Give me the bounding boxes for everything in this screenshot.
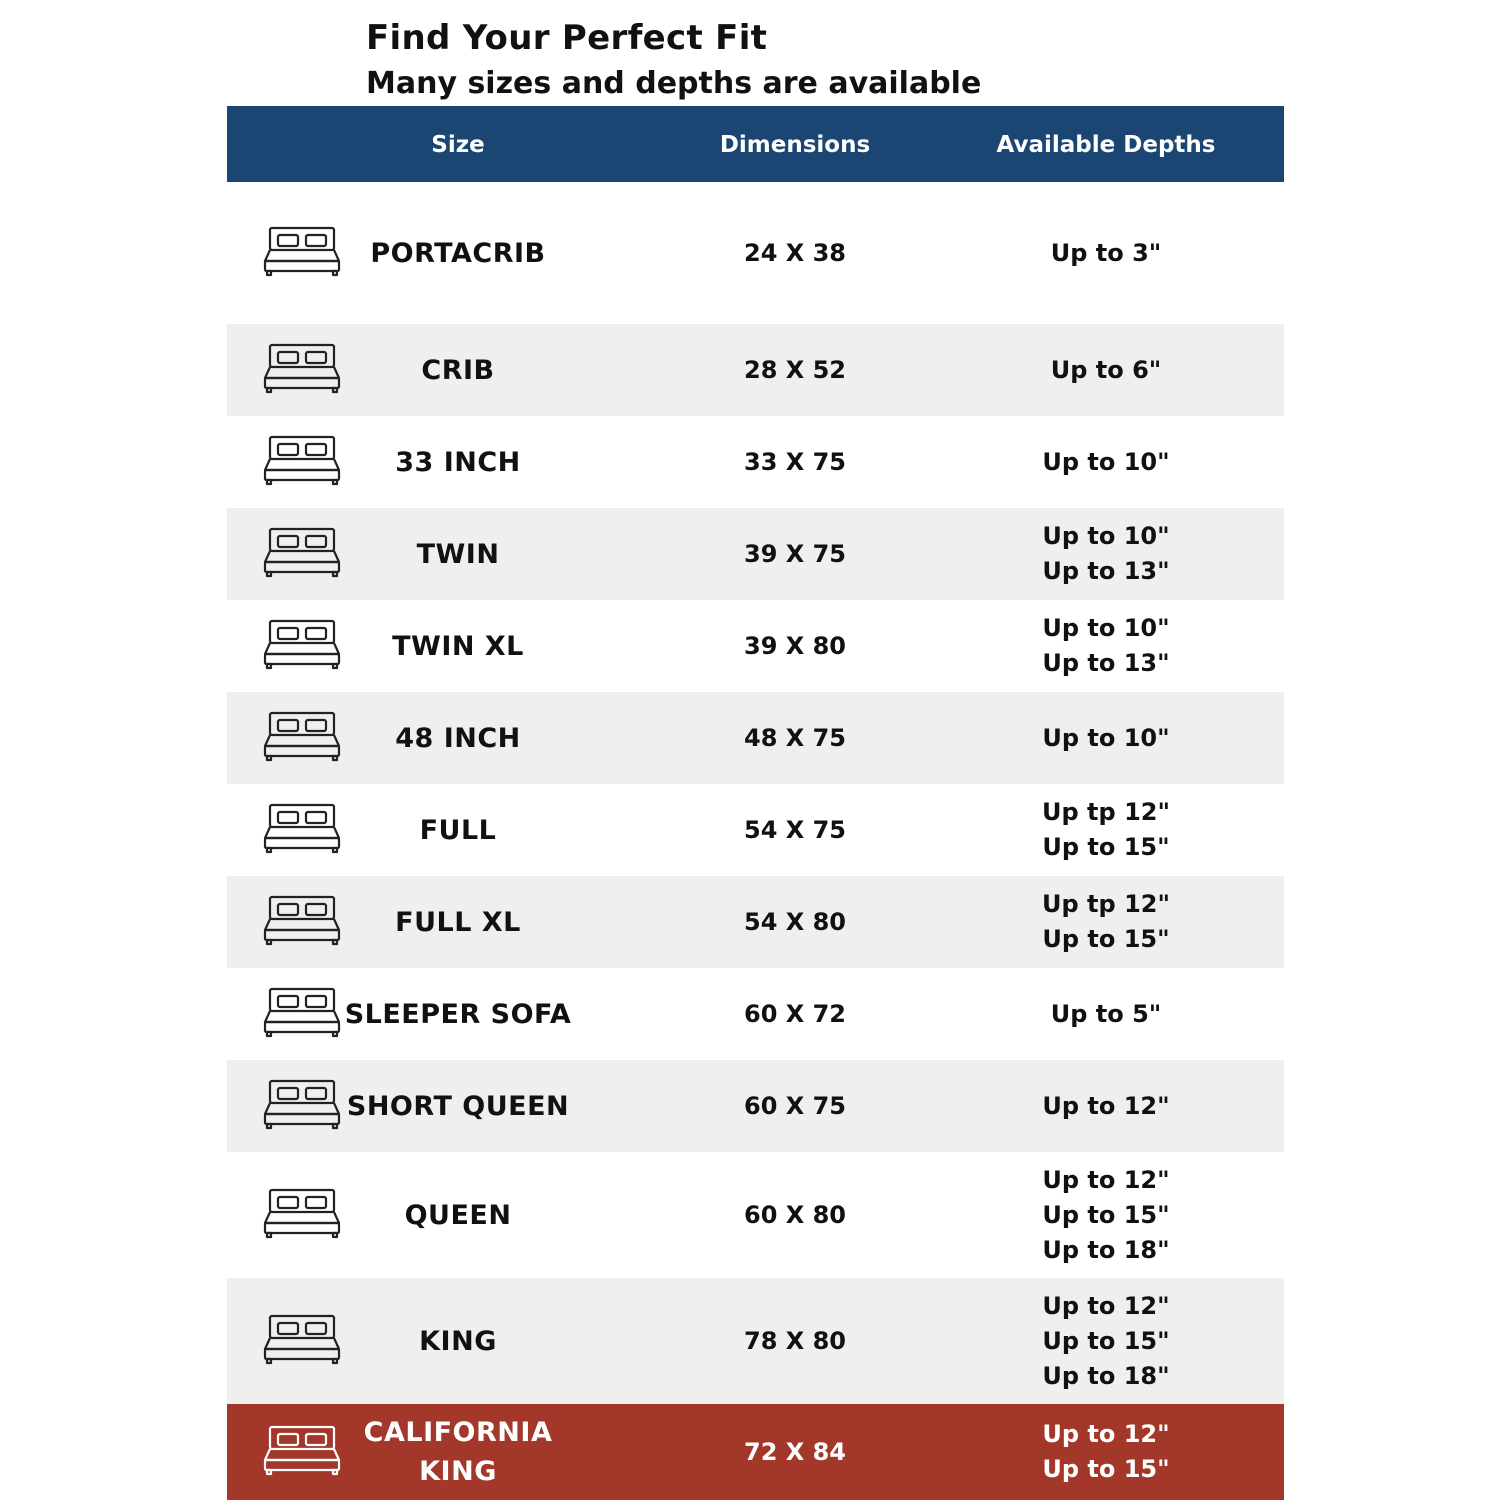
page-title: Find Your Perfect Fit [366, 18, 768, 58]
dimensions-cell: 54 X 80 [743, 908, 847, 936]
depth-value: Up tp 12" [1042, 890, 1170, 918]
table-row [227, 416, 1284, 508]
size-cell [417, 508, 500, 600]
depths-cell [1042, 508, 1169, 600]
dimensions-cell: 24 X 38 [743, 239, 847, 267]
depth-value: Up to 15" [1042, 1200, 1170, 1229]
table-row [227, 324, 1284, 416]
depth-value: Up to 10" [1042, 614, 1170, 642]
bed-icon [263, 434, 341, 486]
depth-value: Up to 3" [1050, 238, 1162, 267]
depths-cell [1042, 1278, 1169, 1404]
size-cell [395, 416, 521, 508]
dimensions-cell: 60 X 80 [743, 1201, 847, 1229]
table-row [227, 1278, 1284, 1404]
depth-value: Up to 10" [1042, 447, 1170, 476]
header-size: Size [431, 132, 485, 158]
depth-value: Up to 15" [1042, 1326, 1170, 1355]
size-label: 48 INCH [395, 722, 521, 754]
depths-cell [1051, 324, 1162, 416]
size-cell [419, 1278, 497, 1404]
size-label: 33 INCH [395, 446, 521, 478]
depths-cell [1051, 182, 1162, 324]
size-label: TWIN [416, 538, 500, 570]
depths-cell [1042, 1152, 1169, 1278]
bed-icon [263, 802, 341, 854]
depths-cell [1042, 1060, 1169, 1152]
size-label: CALIFORNIA [363, 1417, 553, 1448]
depth-value: Up to 18" [1042, 1361, 1170, 1390]
bed-icon [263, 526, 341, 578]
dimensions-cell: 54 X 75 [743, 816, 847, 844]
depths-cell [1042, 784, 1170, 876]
depth-value: Up to 15" [1042, 833, 1170, 861]
dimensions-cell: 60 X 72 [743, 1000, 847, 1028]
table-row [227, 1060, 1284, 1152]
depths-cell [1042, 1404, 1169, 1500]
depth-value: Up to 10" [1042, 522, 1170, 550]
table-row [227, 1404, 1284, 1500]
table-body [227, 182, 1284, 1500]
depths-cell [1042, 600, 1169, 692]
table-row [227, 600, 1284, 692]
depths-cell [1042, 692, 1169, 784]
table-header [227, 106, 1284, 182]
size-cell [405, 1152, 512, 1278]
size-label: KING [419, 1456, 497, 1487]
table-row [227, 692, 1284, 784]
depth-value: Up tp 12" [1042, 798, 1170, 826]
bed-icon [263, 1313, 341, 1365]
size-label: FULL [419, 814, 497, 846]
size-cell [347, 1060, 569, 1152]
page-subtitle: Many sizes and depths are available [366, 66, 982, 101]
depth-value: Up to 12" [1042, 1420, 1170, 1448]
size-label: SHORT QUEEN [346, 1090, 570, 1122]
size-cell [421, 324, 494, 416]
size-cell [395, 692, 521, 784]
depth-value: Up to 15" [1042, 1455, 1170, 1483]
table-row [227, 182, 1284, 324]
table-row [227, 784, 1284, 876]
table-row [227, 1152, 1284, 1278]
bed-icon [263, 894, 341, 946]
dimensions-cell: 28 X 52 [743, 356, 847, 384]
bed-icon [263, 1078, 341, 1130]
depth-value: Up to 15" [1042, 925, 1170, 953]
bed-icon [263, 710, 341, 762]
size-label: SLEEPER SOFA [344, 998, 572, 1030]
size-cell [395, 876, 521, 968]
dimensions-cell: 48 X 75 [743, 724, 847, 752]
size-label: CRIB [421, 354, 495, 386]
size-cell [345, 968, 572, 1060]
bed-icon [263, 342, 341, 394]
depths-cell [1042, 416, 1169, 508]
size-label: QUEEN [404, 1199, 512, 1231]
table-row [227, 968, 1284, 1060]
bed-icon [263, 618, 341, 670]
dimensions-cell: 60 X 75 [743, 1092, 847, 1120]
bed-icon [263, 986, 341, 1038]
size-label: FULL XL [395, 906, 521, 938]
bed-icon [263, 1187, 341, 1239]
dimensions-cell: 39 X 80 [743, 632, 847, 660]
table-row [227, 876, 1284, 968]
table-row [227, 508, 1284, 600]
dimensions-cell: 72 X 84 [743, 1438, 847, 1466]
depth-value: Up to 5" [1050, 999, 1162, 1028]
depth-value: Up to 6" [1050, 355, 1162, 384]
size-label: TWIN XL [392, 630, 524, 662]
bed-icon [263, 225, 341, 277]
depth-value: Up to 13" [1042, 557, 1170, 585]
dimensions-cell: 78 X 80 [743, 1327, 847, 1355]
depth-value: Up to 12" [1042, 1091, 1170, 1120]
size-table [227, 106, 1284, 1500]
depth-value: Up to 12" [1042, 1291, 1170, 1320]
depth-value: Up to 12" [1042, 1165, 1170, 1194]
size-label: KING [419, 1325, 497, 1357]
header-dimensions: Dimensions [719, 132, 871, 158]
size-cell [420, 784, 497, 876]
dimensions-cell: 33 X 75 [743, 448, 847, 476]
depth-value: Up to 18" [1042, 1235, 1170, 1264]
depth-value: Up to 10" [1042, 723, 1170, 752]
depth-value: Up to 13" [1042, 649, 1170, 677]
bed-icon [263, 1424, 341, 1476]
depths-cell [1042, 876, 1170, 968]
size-cell [364, 1404, 553, 1500]
size-cell [370, 182, 545, 324]
header-depths: Available Depths [996, 132, 1216, 158]
dimensions-cell: 39 X 75 [743, 540, 847, 568]
depths-cell [1051, 968, 1162, 1060]
size-cell [392, 600, 524, 692]
size-label: PORTACRIB [370, 237, 546, 269]
